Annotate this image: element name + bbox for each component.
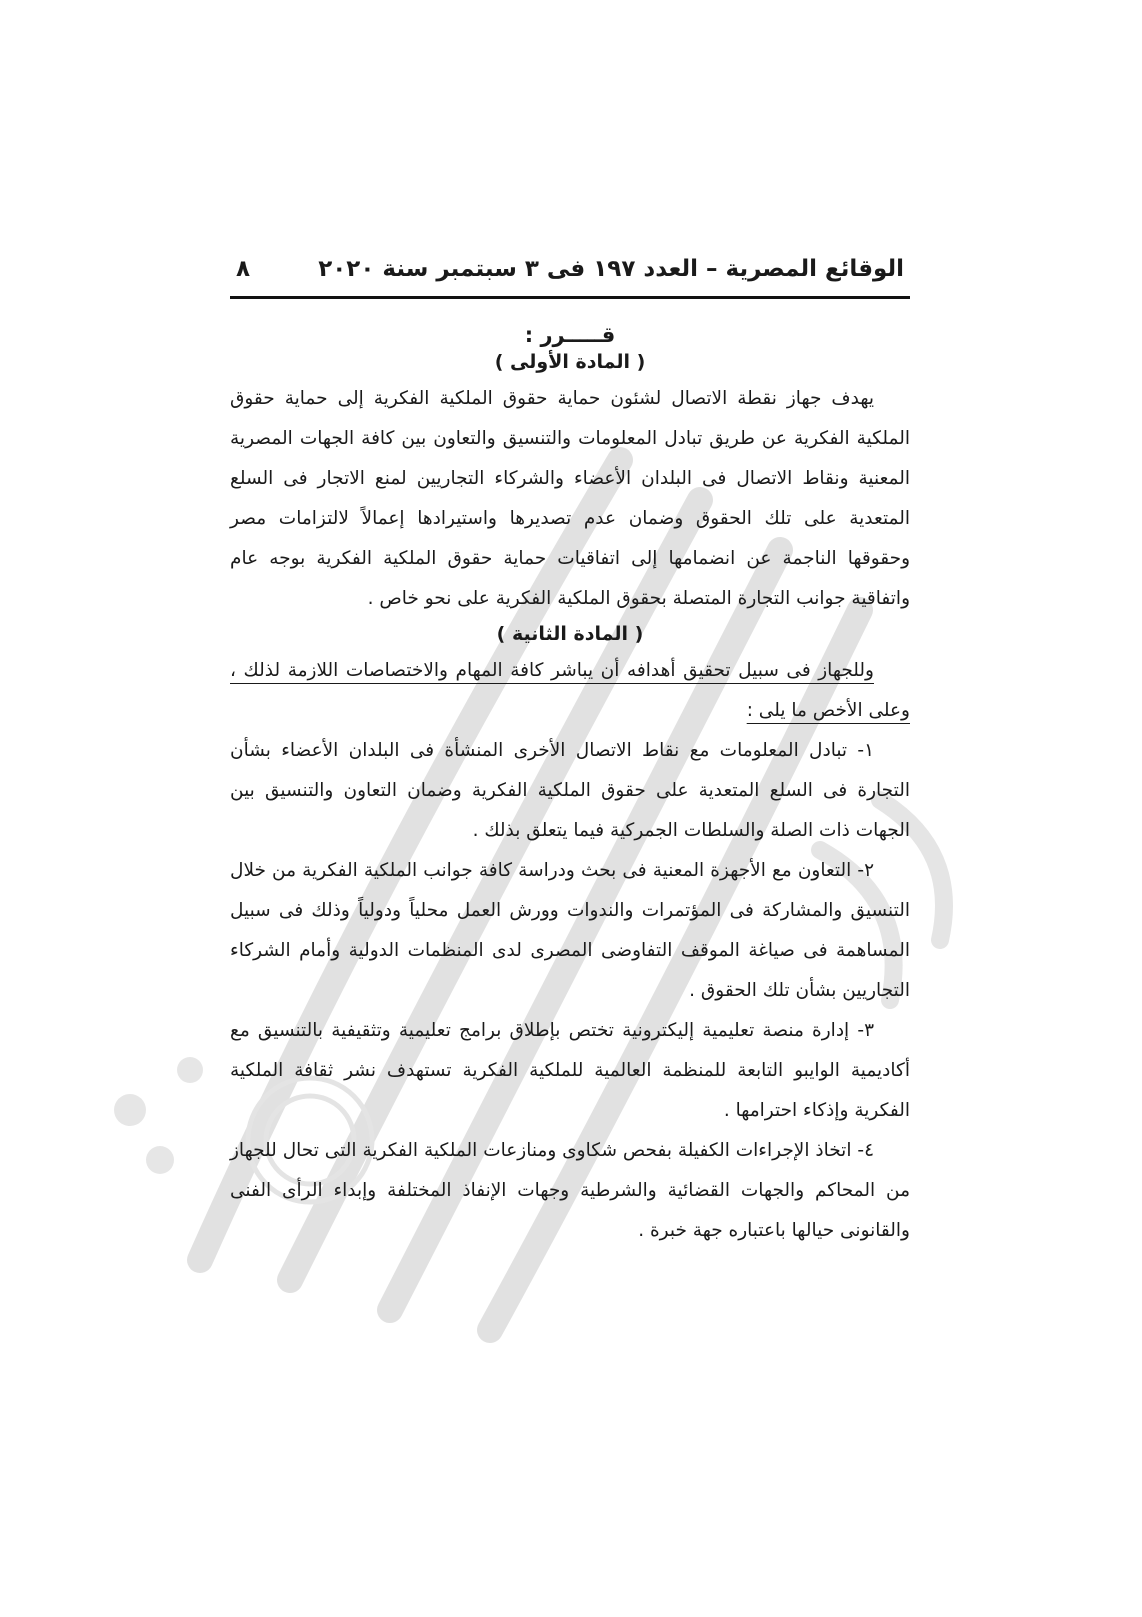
article-two-item: ٤- اتخاذ الإجراءات الكفيلة بفحص شكاوى ومنازعات الملكية الفكرية التى تحال للجهاز من المحاكم والجهات القضائية والشرطية وجهات الإنفاذ المختلفة وإبداء الرأى الفنى والقانونى حيالها باعتباره جهة خبرة . bbox=[230, 1140, 910, 1241]
article-two-item: ١- تبادل المعلومات مع نقاط الاتصال الأخرى المنشأة فى البلدان الأعضاء بشأن التجارة فى السلع المتعدية على حقوق الملكية الفكرية وضمان التعاون والتنسيق بين الجهات ذات الصلة والسلطات الجمركية فيما يتعلق بذلك . bbox=[230, 740, 910, 841]
decree-label: قـــــرر : bbox=[524, 323, 616, 347]
article-two-intro: وللجهاز فى سبيل تحقيق أهدافه أن يباشر كافة المهام والاختصاصات اللازمة لذلك ، وعلى الأخص ما يلى : bbox=[230, 660, 910, 721]
article-two-item: ٣- إدارة منصة تعليمية إليكترونية تختص بإطلاق برامج تعليمية وتثقيفية بالتنسيق مع أكاديمية الوايبو التابعة للمنظمة العالمية للملكية الفكرية تستهدف نشر ثقافة الملكية الفكرية وإذكاء احترامها . bbox=[230, 1020, 910, 1121]
gazette-title: الوقائع المصرية – العدد ١٩٧ فى ٣ سبتمبر سنة ٢٠٢٠ bbox=[318, 256, 904, 282]
article-two-item: ٢- التعاون مع الأجهزة المعنية فى بحث ودراسة كافة جوانب الملكية الفكرية من خلال التنسيق والمشاركة فى المؤتمرات والندوات وورش العمل محلياً ودولياً وذلك فى سبيل المساهمة فى صياغة الموقف التفاوضى المصرى لدى المنظمات الدولية وأمام الشركاء التجاريين بشأن تلك الحقوق . bbox=[230, 860, 910, 1001]
article-two-heading: ( المادة الثانية ) bbox=[496, 623, 644, 645]
page-number: ٨ bbox=[236, 256, 251, 282]
article-one-text: يهدف جهاز نقطة الاتصال لشئون حماية حقوق الملكية الفكرية إلى حماية حقوق الملكية الفكرية عن طريق تبادل المعلومات والتنسيق والتعاون بين كافة الجهات المصرية المعنية ونقاط الاتصال فى البلدان الأعضاء والشركاء التجاريين لمنع الاتجار فى السلع المتعدية على تلك الحقوق وضمان عدم تصديرها واستيرادها إعمالاً لالتزامات مصر وحقوقها الناجمة عن انضمامها إلى اتفاقيات حماية حقوق الملكية الفكرية بوجه عام واتفاقية جوانب التجارة المتصلة بحقوق الملكية الفكرية على نحو خاص . bbox=[230, 388, 910, 609]
page-header bbox=[230, 256, 910, 299]
article-one-heading: ( المادة الأولى ) bbox=[494, 351, 646, 373]
document-page bbox=[230, 256, 910, 1251]
